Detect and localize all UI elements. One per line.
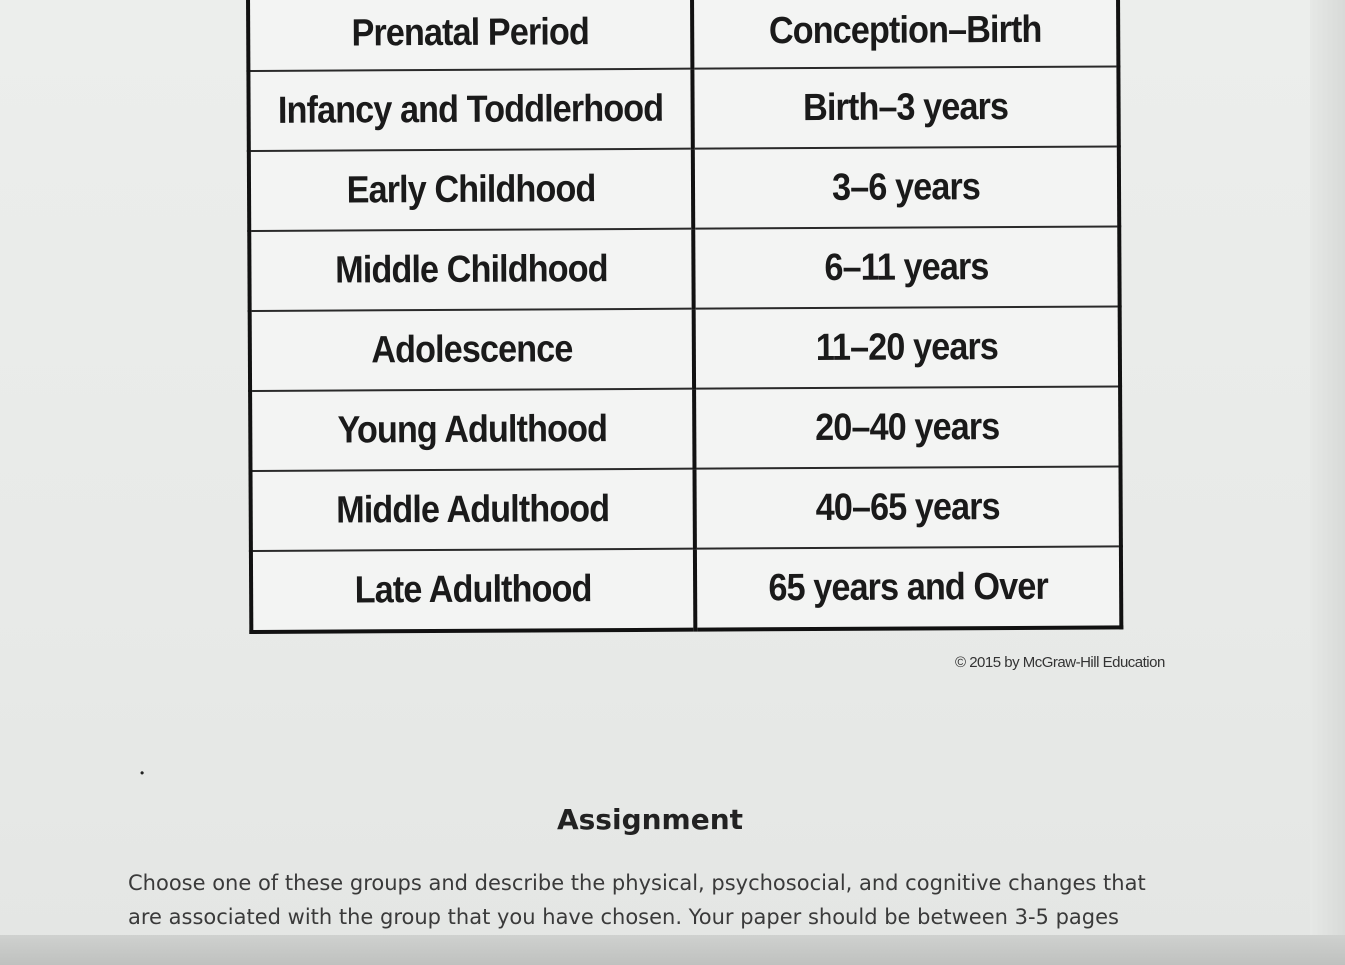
stage-cell: Middle Childhood bbox=[271, 229, 671, 311]
age-range-cell: 3–6 years bbox=[714, 147, 1098, 229]
table-row bbox=[248, 0, 1118, 71]
mouse-pointer-icon: • bbox=[140, 766, 145, 780]
table-row bbox=[249, 226, 1119, 311]
screen-bezel bbox=[0, 935, 1345, 965]
table-row bbox=[251, 546, 1121, 632]
stage-cell: Middle Adulthood bbox=[273, 469, 673, 551]
table-row bbox=[248, 66, 1118, 151]
age-range-cell: 65 years and Over bbox=[716, 547, 1100, 630]
assignment-heading: Assignment bbox=[556, 803, 744, 836]
stage-cell: Early Childhood bbox=[271, 149, 671, 231]
stage-cell: Young Adulthood bbox=[272, 389, 672, 471]
copyright-notice: © 2015 by McGraw-Hill Education bbox=[955, 654, 1165, 671]
screen-edge bbox=[1310, 0, 1345, 935]
age-range-cell: 11–20 years bbox=[715, 307, 1099, 389]
life-stages-table bbox=[246, 0, 1123, 634]
stage-cell: Prenatal Period bbox=[270, 0, 670, 71]
age-range-cell: 40–65 years bbox=[716, 467, 1100, 549]
age-range-cell: Conception–Birth bbox=[713, 0, 1097, 69]
table-row bbox=[250, 466, 1120, 551]
stage-cell: Late Adulthood bbox=[273, 549, 673, 632]
table-row bbox=[249, 146, 1119, 231]
table-row bbox=[250, 306, 1120, 391]
table-row bbox=[250, 386, 1120, 471]
age-range-cell: 20–40 years bbox=[715, 387, 1099, 469]
age-range-cell: 6–11 years bbox=[715, 227, 1099, 309]
stage-cell: Adolescence bbox=[272, 309, 672, 391]
assignment-text[interactable]: Choose one of these groups and describe the physical, psychosocial, and cognitive changes that are associated with the group that you have chosen. Your paper should be between 3-5 pages bbox=[128, 871, 1146, 929]
stage-cell: Infancy and Toddlerhood bbox=[271, 69, 671, 151]
age-range-cell: Birth–3 years bbox=[714, 67, 1098, 149]
